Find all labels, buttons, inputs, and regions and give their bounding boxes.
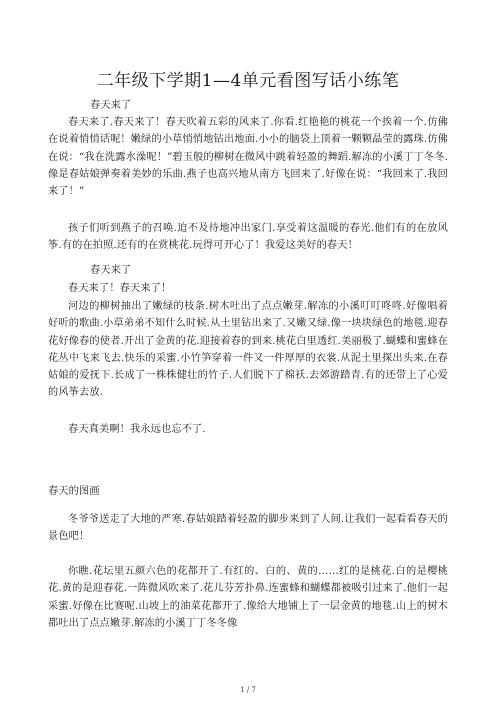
section3-paragraph-2: 你瞧.花坛里五颜六色的花都开了.有红的、白的、黄的……红的是桃花.白的是樱桃花.黄的是迎春花.一阵微风吹来了.花儿芬芳扑鼻.连蜜蜂和蝴蝶都被吸引过来了.他们一起采蜜.好像在比赛呢.山坡上的油菜花都开了.像给大地铺上了一层金黄的地毯.山上的树木都吐出了点点嫩芽.解冻的小溪丁丁冬冬像 bbox=[48, 566, 448, 629]
section1-heading: 春天来了 bbox=[90, 100, 132, 111]
section3-paragraph-1: 冬爷爷送走了大地的严寒.春姑娘踏着轻盈的脚步来到了人间.让我们一起看看春天的景色吧！ bbox=[48, 514, 448, 543]
section1-paragraph-1: 春天来了.春天来了！春天吹着五彩的风来了.你看.红艳艳的桃花一个挨着一个.仿佛在说着悄悄话呢！嫩绿的小草悄悄地钻出地面.小小的脑袋上顶着一颗颗晶莹的露珠.仿佛在说：“我在洗露水澡呢！”碧玉般的柳树在微风中跳着轻盈的舞蹈.解冻的小溪丁丁冬冬.像是春姑娘弹奏着美妙的乐曲.燕子也高兴地从南方飞回来了.好像在说：“我回来了.我回来了！” bbox=[48, 117, 448, 198]
section2-closing: 春天真美啊！我永远也忘不了. bbox=[68, 424, 206, 435]
section2-paragraph-1: 河边的柳树抽出了嫩绿的枝条.树木吐出了点点嫩芽.解冻的小溪叮叮咚咚.好像唱着好听的歌曲.小草弟弟不知什么时候.从土里钻出来了.又嫩又绿.像一块块绿色的地毯.迎春花好像春的使者.开出了金黄的花.迎接着春的到来.桃花白里透红.美丽极了.蝴蝶和蜜蜂在花丛中飞来飞去.快乐的采蜜.小竹笋穿着一件又一件厚厚的衣裳.从泥土里探出头来.在春姑娘的爱抚下.长成了一株株健壮的竹子.人们脱下了棉袄.去郊游踏青.有的还带上了心爱的风筝去放. bbox=[48, 301, 448, 399]
document-title: 二年级下学期1—4单元看图写话小练笔 bbox=[96, 71, 400, 91]
section2-line-1: 春天来了！春天来了！ bbox=[68, 283, 172, 294]
section3-heading: 春天的图画 bbox=[48, 486, 100, 497]
section2-heading: 春天来了 bbox=[90, 265, 132, 276]
section1-paragraph-2: 孩子们听到燕子的召唤.迫不及待地冲出家门.享受着这温暖的春光.他们有的在放风筝.有的在拍照.还有的在赏桃花.玩得可开心了！我爱这美好的春天！ bbox=[48, 223, 448, 252]
page-number: 1 / 7 bbox=[240, 686, 256, 694]
